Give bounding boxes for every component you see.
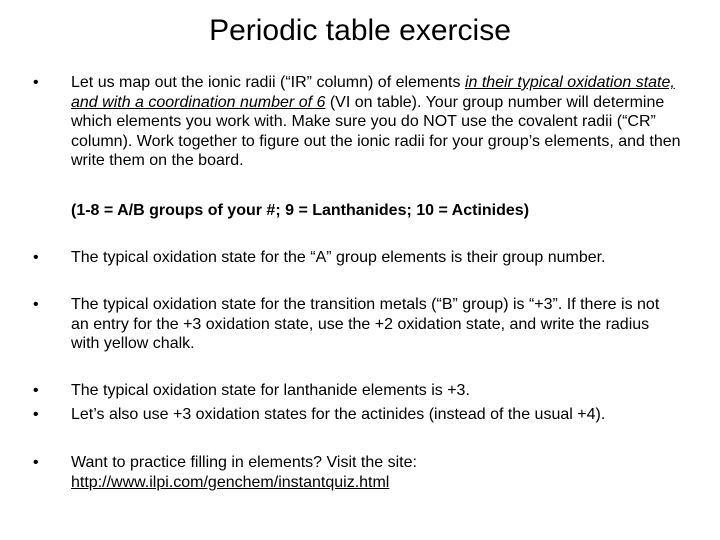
paragraph-actinide-oxidation: Let’s also use +3 oxidation states for the actinides (instead of the usual +4).	[71, 406, 606, 423]
paragraph-practice-site	[71, 453, 681, 492]
bullet-1: •	[33, 74, 39, 91]
bullet-3: •	[33, 296, 39, 313]
paragraph-ionic-radii-instructions	[71, 73, 681, 171]
bullet-6: •	[33, 454, 39, 471]
practice-site-text: Want to practice filling in elements? Visit the site:	[71, 454, 417, 471]
paragraph-lanthanide-oxidation: The typical oxidation state for lanthanide elements is +3.	[71, 382, 470, 399]
bullet-2: •	[33, 249, 39, 266]
bullet-4: •	[33, 382, 39, 399]
paragraph-transition-metals-oxidation: The typical oxidation state for the transition metals (“B” group) is “+3”. If there is not an entry for the +3 oxidation state, use the +2 oxidation state, and write the radius with yellow chalk.	[71, 296, 660, 352]
slide-title: Periodic table exercise	[209, 14, 511, 47]
paragraph-1-emphasis: in their typical oxidation state, and with a coordination number of 6	[71, 74, 675, 111]
paragraph-a-group-oxidation: The typical oxidation state for the “A” group elements is their group number.	[71, 249, 606, 266]
instantquiz-link[interactable]: http://www.ilpi.com/genchem/instantquiz.html	[71, 473, 390, 491]
group-assignment-note: (1-8 = A/B groups of your #; 9 = Lanthanides; 10 = Actinides)	[71, 202, 530, 219]
paragraph-1-intro: Let us map out the ionic radii (“IR” column) of elements	[71, 74, 465, 91]
paragraph-1-rest: (VI on table). Your group number will determine which elements you work with. Make sure you do NOT use the covalent radii (“CR” column). Work together to figure out the ionic radii for your group’s elements, and then write them on the board.	[71, 93, 681, 169]
bullet-5: •	[33, 406, 39, 423]
